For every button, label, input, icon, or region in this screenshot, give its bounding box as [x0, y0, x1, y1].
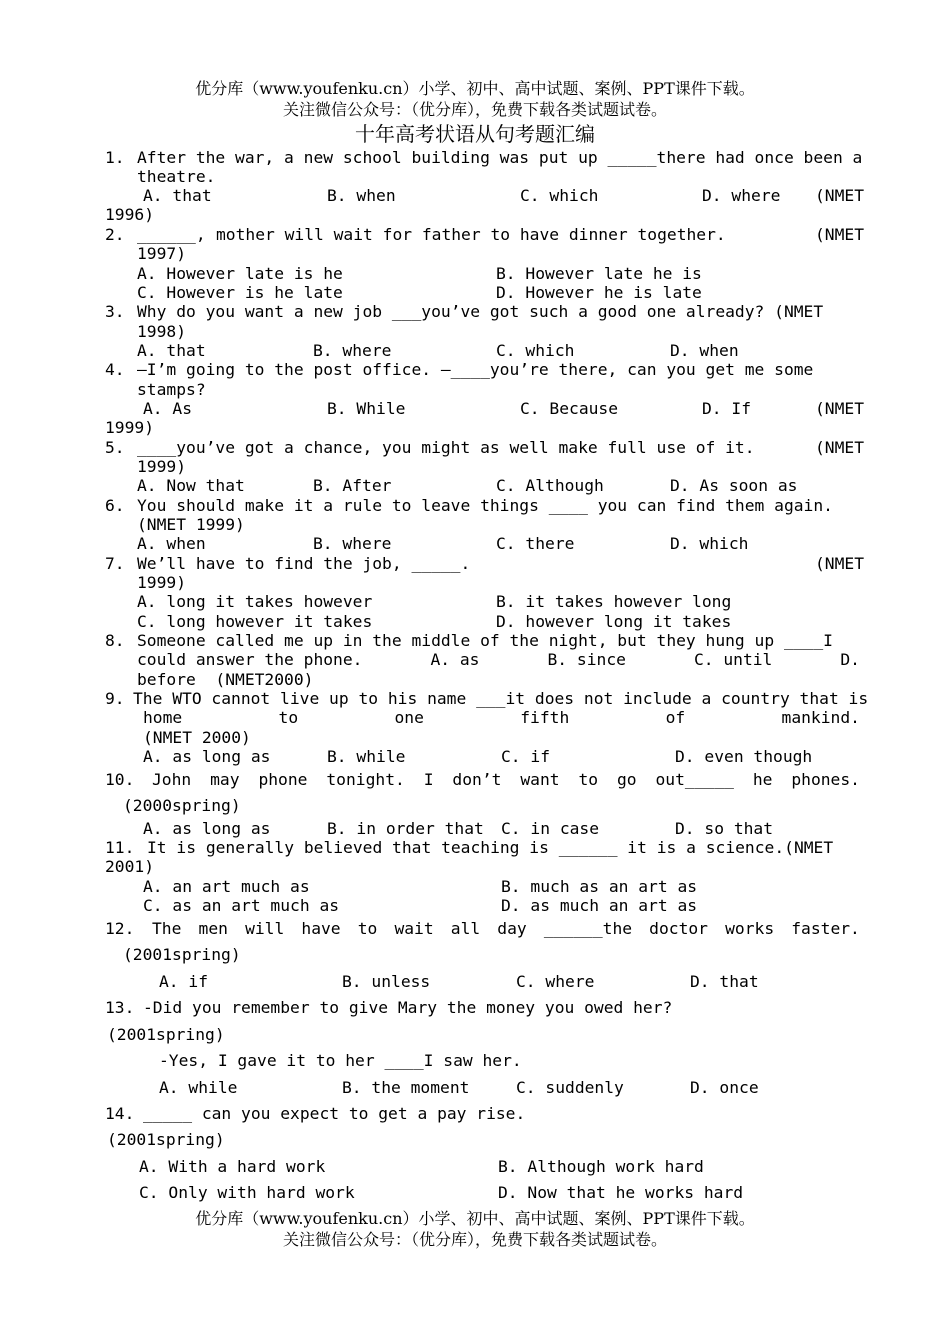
stem-word: phone — [258, 770, 308, 789]
option-b: B. unless — [342, 972, 431, 991]
question-stem: Someone called me up in the middle of the night, but they hung up ____I — [137, 631, 833, 650]
stem-word: men — [198, 919, 228, 938]
question-stem-continued: theatre. — [137, 167, 216, 186]
option-a: A. that — [137, 341, 206, 360]
option-b: B. it takes however long — [496, 592, 732, 611]
option-c: C. where — [516, 972, 595, 991]
question-source: (2001spring) — [123, 945, 241, 964]
question-number: 9. — [105, 689, 125, 708]
question-number: 4. — [105, 360, 125, 379]
option-c: C. Only with hard work — [139, 1183, 355, 1202]
question-stem — [152, 770, 860, 790]
question-stem: ____you’ve got a chance, you might as well make full use of it. — [137, 438, 755, 457]
option-c: C. long however it takes — [137, 612, 373, 631]
question-stem-line-2 — [143, 708, 860, 728]
question-source-year: 2001) — [105, 857, 155, 876]
stem-word: I — [423, 770, 434, 789]
question-number: 10. — [105, 770, 135, 789]
question-source: (NMET — [815, 225, 865, 244]
question-number: 6. — [105, 496, 125, 515]
question-blank: ______, — [137, 225, 206, 244]
stem-word: home — [143, 708, 183, 727]
option-a: A. As — [143, 399, 193, 418]
option-b: B. where — [313, 341, 392, 360]
stem-word: faster. — [791, 919, 860, 938]
option-a: A. while — [159, 1078, 238, 1097]
option-d: D. however long it takes — [496, 612, 732, 631]
stem-word: phones. — [791, 770, 860, 789]
option-c: C. which — [496, 341, 575, 360]
option-c: C. Because — [520, 399, 619, 418]
option-a: A. if — [159, 972, 209, 991]
option-a: A. an art much as — [143, 877, 310, 896]
question-stem: After the war, a new school building was put up _____there had once been a — [137, 148, 863, 167]
question-source: (2001spring) — [107, 1130, 225, 1149]
question-source-year: 1999) — [137, 457, 187, 476]
question-source-year: 1999) — [105, 418, 155, 437]
stem-word: have — [301, 919, 341, 938]
option-c: C. there — [496, 534, 575, 553]
option-b: B. while — [327, 747, 406, 766]
question-source-year: 1996) — [105, 205, 155, 224]
question-number: 1. — [105, 148, 125, 167]
question-stem: Why do you want a new job ___you’ve got such a good one already? (NMET — [137, 302, 824, 321]
option-b: B. where — [313, 534, 392, 553]
stem-word: may — [210, 770, 240, 789]
option-a: A. as long as — [143, 747, 271, 766]
option-d: D. once — [690, 1078, 759, 1097]
stem-word: don’t — [452, 770, 502, 789]
option-a: A. However late is he — [137, 264, 343, 283]
option-c: C. until — [693, 650, 773, 669]
option-b: B. Although work hard — [498, 1157, 704, 1176]
stem-word: mankind. — [781, 708, 860, 727]
question-stem — [152, 919, 860, 939]
option-b: B. when — [327, 186, 396, 205]
option-c: C. if — [501, 747, 551, 766]
question-number: 7. — [105, 554, 125, 573]
stem-word: he — [752, 770, 773, 789]
header-line-2: 关注微信公众号：（优分库），免费下载各类试题试卷。 — [282, 100, 667, 119]
option-d: D. as much an art as — [501, 896, 698, 915]
option-a: A. as long as — [143, 819, 271, 838]
question-source-year: 1998) — [137, 322, 187, 341]
question-stem: -Did you remember to give Mary the money you owed her? — [143, 998, 673, 1017]
stem-word: of — [665, 708, 686, 727]
stem-word: tonight. — [326, 770, 405, 789]
stem-word: to — [278, 708, 299, 727]
stem-word: day — [497, 919, 527, 938]
stem-word: works — [725, 919, 775, 938]
footer-line-2: 关注微信公众号：（优分库），免费下载各类试题试卷。 — [282, 1230, 667, 1249]
question-stem: _____ can you expect to get a pay rise. — [143, 1104, 526, 1123]
option-c: C. Although — [496, 476, 604, 495]
option-d: D. when — [670, 341, 739, 360]
question-number: 12. — [105, 919, 135, 938]
question-stem: —I’m going to the post office. —____you’re there, can you get me some — [137, 360, 814, 379]
question-stem: You should make it a rule to leave things ____ you can find them again. — [137, 496, 833, 515]
question-number: 5. — [105, 438, 125, 457]
question-number: 11. — [105, 838, 135, 857]
question-number: 8. — [105, 631, 125, 650]
question-source: (2001spring) — [107, 1025, 225, 1044]
option-b: B. After — [313, 476, 392, 495]
stem-word: out_____ — [655, 770, 734, 789]
question-source: (NMET — [815, 186, 865, 205]
question-number: 2. — [105, 225, 125, 244]
option-b: B. much as an art as — [501, 877, 698, 896]
stem-word: to — [357, 919, 378, 938]
stem-word: fifth — [520, 708, 570, 727]
option-d-label: D. — [840, 650, 860, 669]
question-stem-continued: stamps? — [137, 380, 206, 399]
option-d: D. As soon as — [670, 476, 798, 495]
option-b: B. While — [327, 399, 406, 418]
option-a: A. as — [430, 650, 480, 669]
question-stem-line-2 — [137, 650, 860, 670]
stem-word: want — [520, 770, 560, 789]
option-a: A. long it takes however — [137, 592, 373, 611]
stem-word: wait — [394, 919, 434, 938]
stem-word: John — [152, 770, 192, 789]
question-number: 13. — [105, 998, 135, 1017]
question-source: (NMET — [815, 554, 865, 573]
option-c: C. suddenly — [516, 1078, 624, 1097]
question-source-year: 1999) — [137, 573, 187, 592]
page-title: 十年高考状语从句考题汇编 — [355, 122, 595, 146]
option-d: D. Now that he works hard — [498, 1183, 744, 1202]
question-stem-continued: before (NMET2000) — [137, 670, 314, 689]
option-a: A. when — [137, 534, 206, 553]
stem-word: The — [152, 919, 182, 938]
option-a: A. that — [143, 186, 212, 205]
option-c: C. However is he late — [137, 283, 343, 302]
option-b: B. in order that — [327, 819, 484, 838]
question-source: (NMET — [815, 438, 865, 457]
option-b: B. since — [547, 650, 626, 669]
question-stem-continued: (NMET 2000) — [143, 728, 251, 747]
stem-word: to — [578, 770, 599, 789]
option-d: D. If — [702, 399, 752, 418]
option-b: B. the moment — [342, 1078, 470, 1097]
stem-word: one — [394, 708, 424, 727]
stem-text: could answer the phone. — [137, 650, 363, 669]
footer-line-1: 优分库（www.youfenku.cn）小学、初中、高中试题、案例、PPT课件下载。 — [195, 1209, 755, 1228]
header-line-1: 优分库（www.youfenku.cn）小学、初中、高中试题、案例、PPT课件下载。 — [195, 79, 755, 98]
option-d: D. However he is late — [496, 283, 702, 302]
stem-word: doctor — [649, 919, 708, 938]
question-stem-continued: (NMET 1999) — [137, 515, 245, 534]
question-number: 14. — [105, 1104, 135, 1123]
question-stem: It is generally believed that teaching is ______ it is a science.(NMET — [147, 838, 834, 857]
question-source: (2000spring) — [123, 796, 241, 815]
option-a: A. Now that — [137, 476, 245, 495]
option-c: C. as an art much as — [143, 896, 340, 915]
option-d: D. where — [702, 186, 781, 205]
question-reply: -Yes, I gave it to her ____I saw her. — [159, 1051, 522, 1070]
option-d: D. that — [690, 972, 759, 991]
option-a: A. With a hard work — [139, 1157, 326, 1176]
stem-word: will — [245, 919, 285, 938]
option-d: D. which — [670, 534, 749, 553]
question-stem: We’ll have to find the job, _____. — [137, 554, 471, 573]
stem-word: go — [616, 770, 637, 789]
stem-word: ______the — [543, 919, 633, 938]
question-stem: mother will wait for father to have dinner together. — [216, 225, 726, 244]
question-source-year: 1997) — [137, 244, 187, 263]
option-d: D. even though — [675, 747, 813, 766]
option-d: D. so that — [675, 819, 774, 838]
question-number: 3. — [105, 302, 125, 321]
option-c: C. which — [520, 186, 599, 205]
stem-word: all — [450, 919, 481, 938]
question-stem: The WTO cannot live up to his name ___it does not include a country that is — [133, 689, 869, 708]
option-b: B. However late he is — [496, 264, 702, 283]
option-c: C. in case — [501, 819, 600, 838]
question-source: (NMET — [815, 399, 865, 418]
